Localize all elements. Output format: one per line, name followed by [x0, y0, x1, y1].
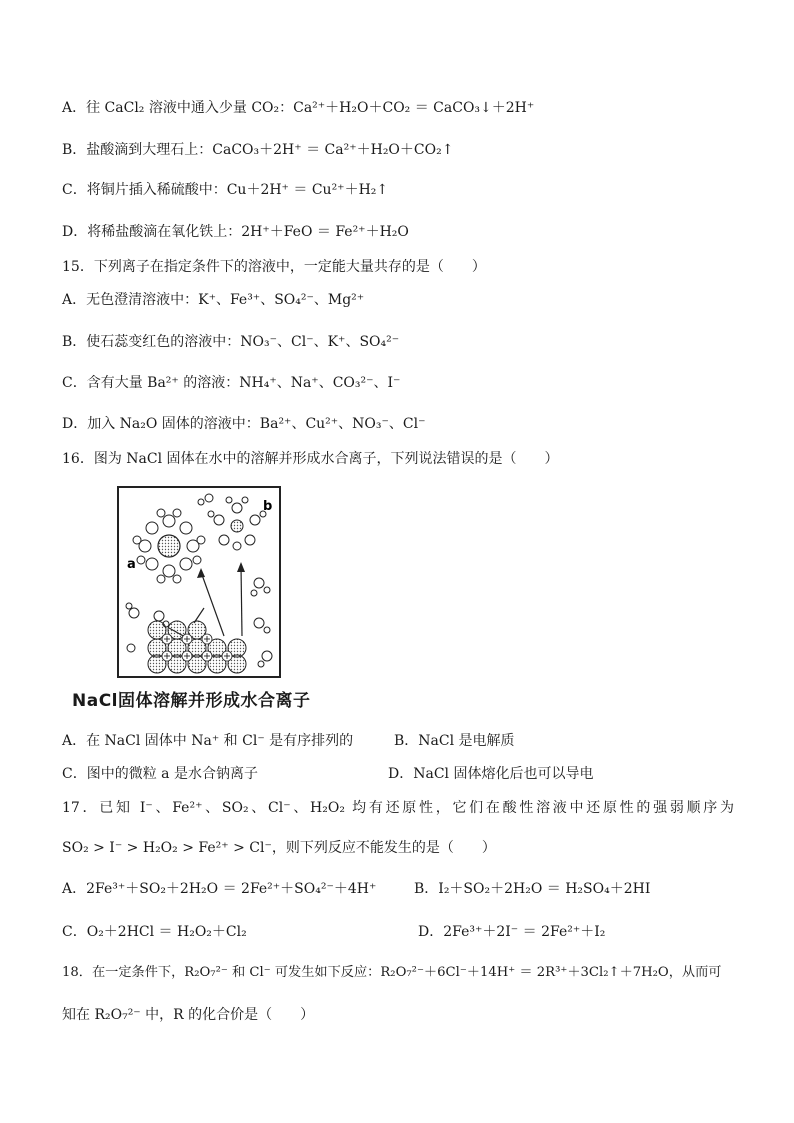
q17-option-d: D．2Fe³⁺＋2I⁻ ＝ 2Fe²⁺＋I₂	[418, 924, 606, 940]
q18-stem-line2: 知在 R₂O₇²⁻ 中，R 的化合价是（ ）	[62, 1007, 315, 1023]
q17-stem-line1: 17．已知 I⁻、Fe²⁺、SO₂、Cl⁻、H₂O₂ 均有还原性，它们在酸性溶液中还原性的强弱顺序为	[62, 800, 734, 816]
nacl-dissolution-figure	[117, 486, 281, 678]
q16-stem: 16．图为 NaCl 固体在水中的溶解并形成水合离子，下列说法错误的是（ ）	[62, 451, 559, 467]
q14-option-b: B．盐酸滴到大理石上：CaCO₃＋2H⁺ ＝ Ca²⁺＋H₂O＋CO₂↑	[62, 142, 454, 158]
q15-option-a: A．无色澄清溶液中：K⁺、Fe³⁺、SO₄²⁻、Mg²⁺	[62, 292, 365, 308]
q15-option-d: D．加入 Na₂O 固体的溶液中：Ba²⁺、Cu²⁺、NO₃⁻、Cl⁻	[62, 416, 426, 432]
q18-stem-line1: 18．在一定条件下，R₂O₇²⁻ 和 Cl⁻ 可发生如下反应：R₂O₇²⁻＋6Cl⁻＋14H⁺ ＝ 2R³⁺＋3Cl₂↑＋7H₂O，从而可	[62, 965, 722, 980]
q15-stem: 15．下列离子在指定条件下的溶液中，一定能大量共存的是（ ）	[62, 259, 486, 275]
q16-option-b: B．NaCl 是电解质	[394, 733, 515, 749]
q16-option-c: C．图中的微粒 a 是水合钠离子	[62, 766, 258, 782]
label-b: b	[263, 499, 273, 514]
q14-option-c: C．将铜片插入稀硫酸中：Cu＋2H⁺ ＝ Cu²⁺＋H₂↑	[62, 182, 389, 198]
q17-option-c: C．O₂＋2HCl ＝ H₂O₂＋Cl₂	[62, 924, 247, 940]
nacl-dissolution-diagram	[119, 488, 279, 676]
q16-option-a: A．在 NaCl 固体中 Na⁺ 和 Cl⁻ 是有序排列的	[62, 733, 354, 749]
q15-option-b: B．使石蕊变红色的溶液中：NO₃⁻、Cl⁻、K⁺、SO₄²⁻	[62, 334, 400, 350]
q16-option-d: D．NaCl 固体熔化后也可以导电	[388, 766, 594, 782]
q14-option-a: A．往 CaCl₂ 溶液中通入少量 CO₂：Ca²⁺＋H₂O＋CO₂ ＝ CaCO₃↓＋2H⁺	[62, 100, 535, 116]
q17-stem-line2: SO₂ > I⁻ > H₂O₂ > Fe²⁺ > Cl⁻，则下列反应不能发生的是（ ）	[62, 840, 496, 856]
q14-option-d: D．将稀盐酸滴在氧化铁上：2H⁺＋FeO ＝ Fe²⁺＋H₂O	[62, 224, 409, 240]
q17-option-b: B．I₂＋SO₂＋2H₂O ＝ H₂SO₄＋2HI	[414, 881, 651, 897]
label-a: a	[127, 557, 136, 572]
figure-caption: NaCl固体溶解并形成水合离子	[72, 691, 311, 711]
q17-option-a: A．2Fe³⁺＋SO₂＋2H₂O ＝ 2Fe²⁺＋SO₄²⁻＋4H⁺	[62, 881, 377, 897]
q15-option-c: C．含有大量 Ba²⁺ 的溶液：NH₄⁺、Na⁺、CO₃²⁻、I⁻	[62, 375, 401, 391]
